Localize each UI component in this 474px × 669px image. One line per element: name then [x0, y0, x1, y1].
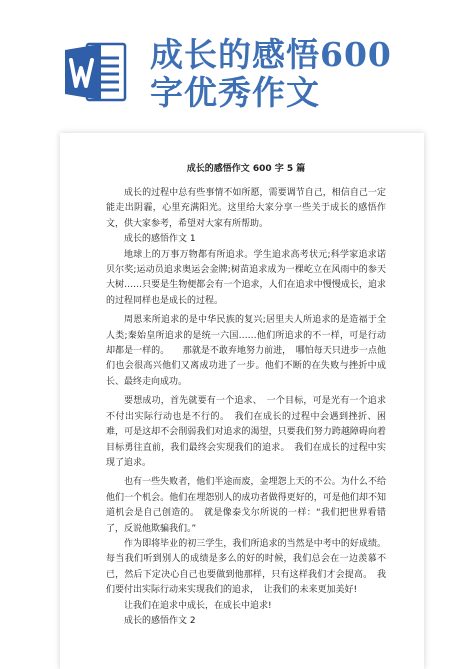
section-heading-1: 成长的感悟作文 1 [124, 234, 196, 245]
page-title [150, 36, 460, 112]
title-line-2: 字优秀作文 [150, 73, 320, 112]
header [0, 0, 474, 130]
paragraph-2: 周恩来所追求的是中华民族的复兴;居里夫人所追求的是造福于全人类;秦始皇所追求的是统一六国……他们所追求的不一样，可是行动却都是一样的。 那就是不敢弃地努力前进， 哪怕每天只进步一点他们也会很高兴他们又离成功进了一步。他们不断的在失败与挫折中成长、最终走向成功。 [106, 315, 386, 387]
section-heading-2: 成长的感悟作文 2 [124, 615, 196, 626]
intro-paragraph: 成长的过程中总有些事情不如所愿，需要调节自己，相信自己一定能走出阴霾，心里充满阳光。这里给大家分享一些关于成长的感悟作文，供大家参考，希望对大家有所帮助。 [106, 188, 386, 229]
paragraph-4: 也有一些失败者，他们半途而废，金埋怨上天的不公。为什么不给他们一个机会。他们在埋怨别人的成功者做得更好的，可是他们却不知道机会是自己创造的。 就是像泰戈尔所说的一样：“我们把世界看错了，反说他欺骗我们。” [106, 477, 386, 534]
word-document-icon [65, 40, 127, 104]
document-title: 成长的感悟作文 600 字 5 篇 [186, 164, 306, 174]
paragraph-3: 要想成功，首先就要有一个追求、 一个目标，可是光有一个追求不付出实际行动也是不行的。 我们在成长的过程中会遇到挫折、困难，可是这却不会削弱我们对追求的渴望，只要我们努力跨越障碍向着目标勇往直前，我们最终会实现我们的追求。 我们在成长的过程中实现了追求。 [106, 396, 386, 468]
paragraph-5: 作为即将毕业的初三学生，我们所追求的当然是中考中的好成绩。每当我们听到别人的成绩是多么的好的时候，我们总会在一边羡慕不已，然后下定决心自己也要做到他那样，只有这样我们才会提高。 我们要付出实际行动来实现我们的追求， 让我们的未来更加美好! [106, 538, 386, 596]
title-line-1: 成长的感悟600 [150, 35, 392, 74]
paragraph-6: 让我们在追求中成长，在成长中追求! [124, 600, 272, 611]
paragraph-1: 地球上的万事万物都有所追求。学生追求高考状元;科学家追求诺贝尔奖;运动员追求奥运会金牌;树苗追求成为一棵屹立在风雨中的参天大树……只要是生物便都会有一个追求，人们在追求中慢慢成长，追求的过程同样也是成长的过程。 [106, 249, 386, 306]
document-body [106, 162, 386, 629]
